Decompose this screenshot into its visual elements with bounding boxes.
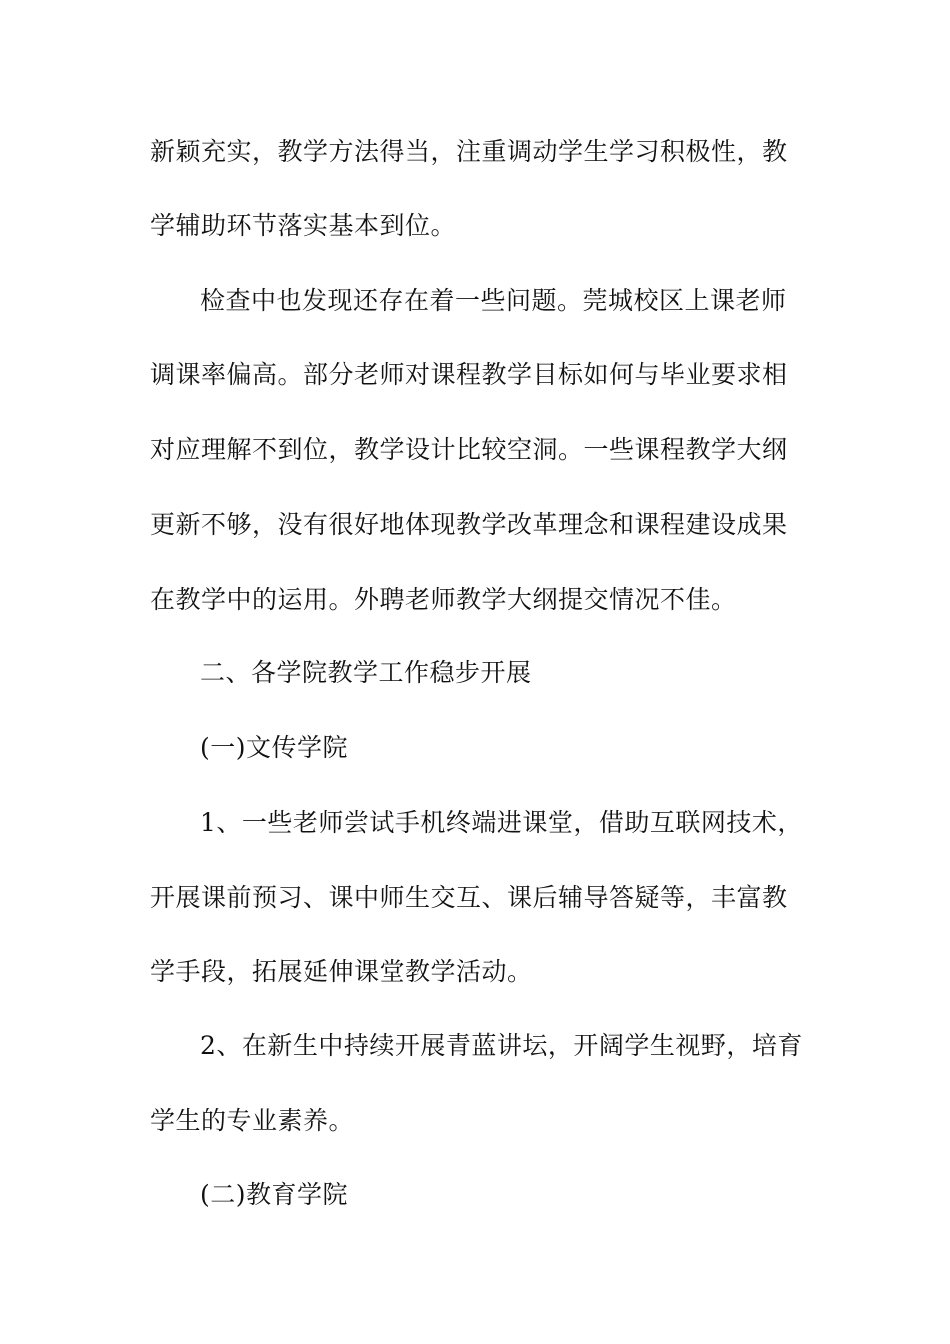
subsection-heading-education: (二)教育学院 (200, 1180, 349, 1209)
list-item-1-start: 1、一些老师尝试手机终端进课堂，借助互联网技术， (200, 808, 803, 837)
text-line-7: 在教学中的运用。外聘老师教学大纲提交情况不佳。 (150, 585, 737, 614)
text-line-12: 学手段，拓展延伸课堂教学活动。 (150, 957, 533, 986)
section-heading-2: 二、各学院教学工作稳步开展 (200, 658, 532, 687)
paragraph-issues-start: 检查中也发现还存在着一些问题。莞城校区上课老师 (200, 286, 787, 315)
text-line-6: 更新不够，没有很好地体现教学改革理念和课程建设成果 (150, 510, 788, 539)
list-item-2-start: 2、在新生中持续开展青蓝讲坛，开阔学生视野，培育 (200, 1031, 803, 1060)
text-line-5: 对应理解不到位，教学设计比较空洞。一些课程教学大纲 (150, 435, 788, 464)
text-line-2: 学辅助环节落实基本到位。 (150, 211, 457, 240)
subsection-heading-wenchuan: (一)文传学院 (200, 733, 349, 762)
text-line-4: 调课率偏高。部分老师对课程教学目标如何与毕业要求相 (150, 360, 788, 389)
text-line-1: 新颖充实，教学方法得当，注重调动学生学习积极性，教 (150, 137, 788, 166)
text-line-11: 开展课前预习、课中师生交互、课后辅导答疑等，丰富教 (150, 883, 788, 912)
text-line-14: 学生的专业素养。 (150, 1106, 355, 1135)
